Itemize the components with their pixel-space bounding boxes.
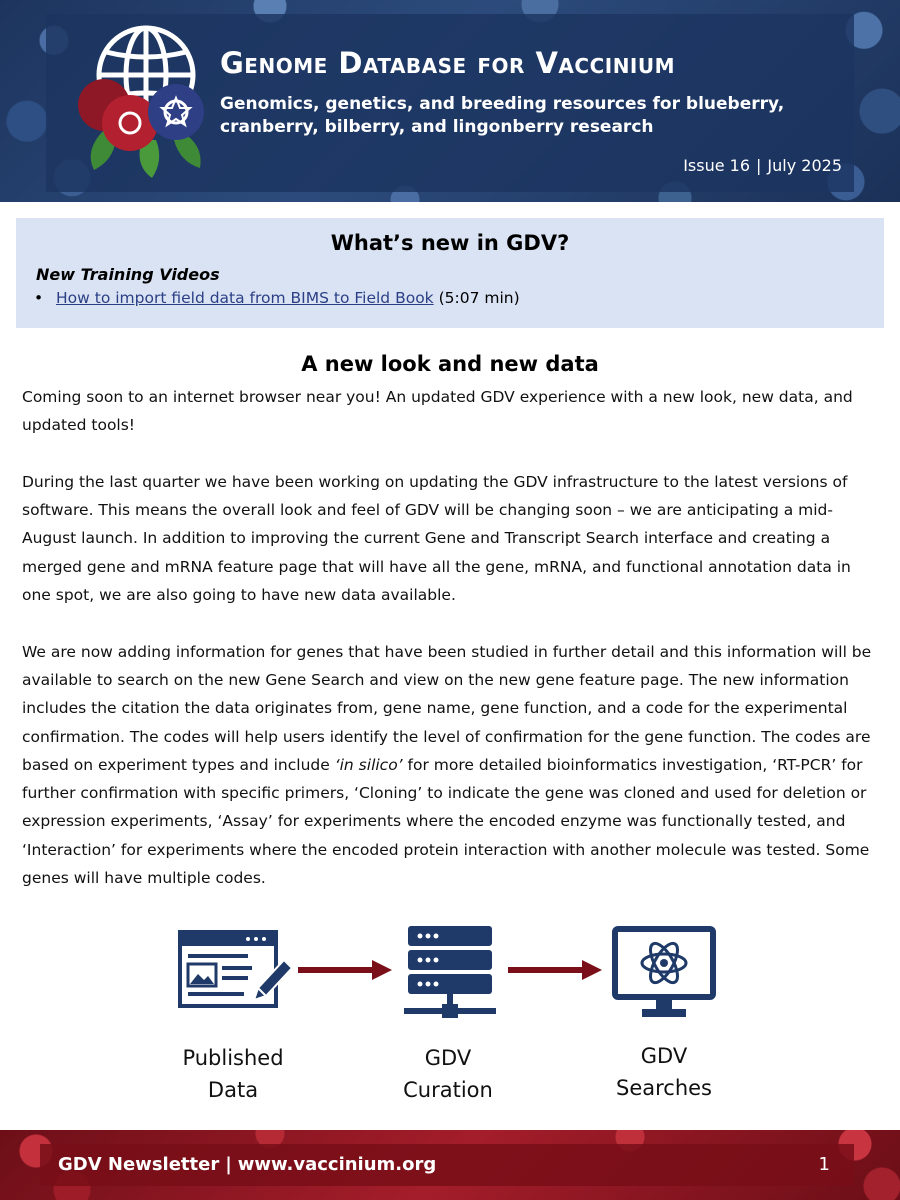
whats-new-box (16, 218, 884, 328)
whats-new-heading: What’s new in GDV? (330, 231, 570, 255)
workflow-step-gdv-curation (358, 1042, 538, 1106)
list-item (34, 289, 520, 307)
article-paragraph: Coming soon to an internet browser near you! An updated GDV experience with a new look, new data, and updated tools! (22, 388, 853, 435)
arrow-right-icon (508, 958, 604, 982)
article-paragraph (22, 638, 884, 893)
article-paragraph: During the last quarter we have been working on updating the GDV infrastructure to the latest versions of software. This means the overall look and feel of GDV will be changing soon – we are anticipating a mid-August launch. In addition to improving the current Gene and Transcript Search interface and creating a merged gene and mRNA feature page that will have all the gene, mRNA, and functional annotation data in one spot, we are also going to have new data available. (22, 472, 851, 605)
site-title: Genome Database for Vaccinium (220, 46, 676, 80)
training-videos-subheading: New Training Videos (36, 265, 220, 284)
video-duration: (5:07 min) (433, 289, 520, 307)
newsletter-name: GDV Newsletter (58, 1154, 220, 1175)
paragraph-text: for more detailed bioinformatics investigation, ‘RT-PCR’ for further confirmation with specific primers, ‘Cloning’ to indicate the gene was cloned and used for deletion or expression experiments, ‘Assay’ for experiments where the encoded enzyme was functionally tested, and ‘Interaction’ for experiments where the encoded protein interaction with another molecule was tested. Some genes will have multiple codes. (22, 755, 870, 888)
workflow-step-gdv-searches (574, 1040, 754, 1104)
server-icon (404, 924, 496, 1020)
workflow-diagram (0, 918, 900, 1118)
article-title: A new look and new data (301, 352, 599, 376)
step-label: Curation (403, 1078, 493, 1102)
article-body (22, 383, 884, 921)
monitor-atom-icon (612, 926, 716, 1020)
arrow-right-icon (298, 958, 394, 982)
step-label: Data (207, 1078, 259, 1102)
footer-separator: | (225, 1154, 232, 1175)
header-banner (0, 0, 900, 202)
in-silico-term: ‘in silico’ (334, 755, 403, 774)
workflow-step-published-data (143, 1042, 323, 1106)
issue-separator: | (756, 156, 762, 175)
website-url: www.vaccinium.org (237, 1154, 437, 1175)
gdv-logo (64, 20, 214, 178)
issue-date: July 2025 (767, 156, 842, 175)
page-number: 1 (818, 1154, 830, 1175)
step-label: Published (182, 1046, 284, 1070)
site-subtitle: Genomics, genetics, and breeding resources for blueberry, cranberry, bilberry, and lingonberry research (220, 94, 785, 137)
bullet-icon: • (34, 289, 44, 307)
document-edit-icon (178, 930, 294, 1010)
footer-text (58, 1154, 436, 1175)
training-video-link[interactable]: How to import field data from BIMS to Field Book (56, 289, 434, 307)
step-label: Searches (615, 1076, 712, 1100)
footer-banner (0, 1130, 900, 1200)
issue-info (683, 156, 842, 175)
step-label: GDV (640, 1044, 688, 1068)
step-label: GDV (424, 1046, 472, 1070)
paragraph-text: We are now adding information for genes that have been studied in further detail and this information will be available to search on the new Gene Search and view on the new gene feature page. The new information includes the citation the data originates from, gene name, gene function, and a code for the experimental confirmation. The codes will help users identify the level of confirmation for the gene function. The codes are based on experiment types and include (22, 642, 872, 774)
issue-number: Issue 16 (683, 156, 751, 175)
